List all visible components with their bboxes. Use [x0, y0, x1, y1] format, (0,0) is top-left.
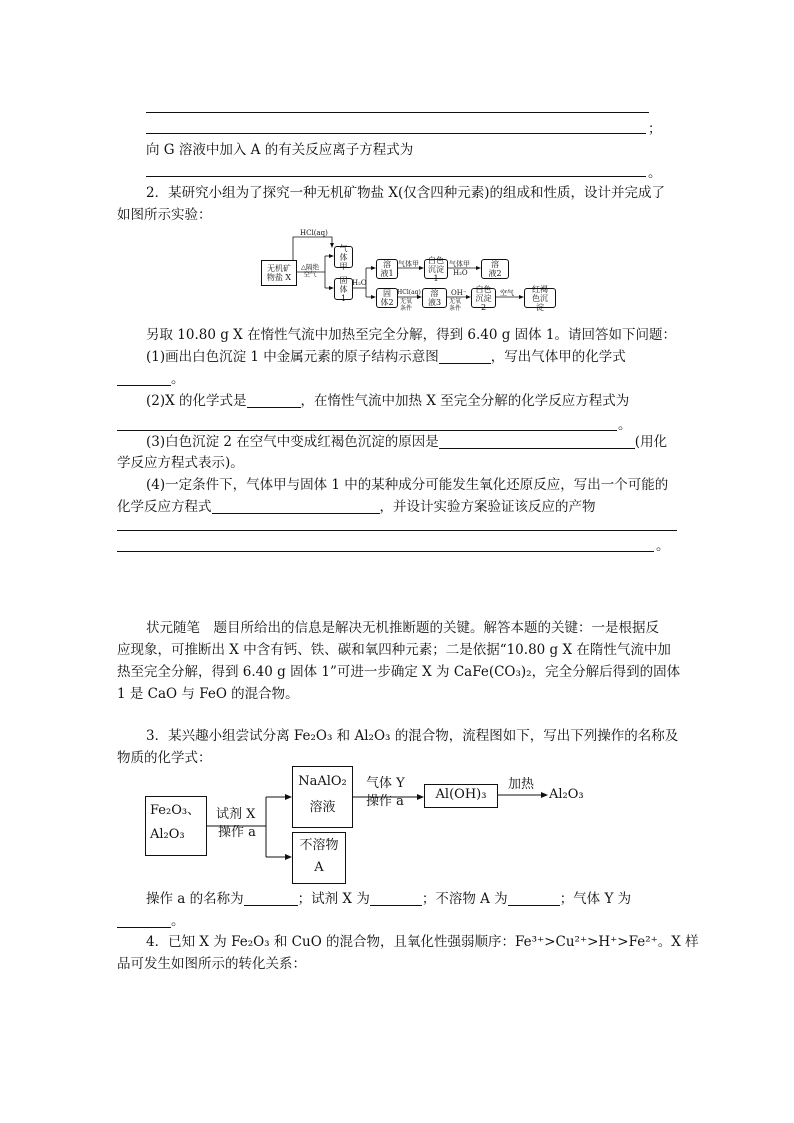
label-no-oxygen-1: 无氧条件: [399, 298, 412, 312]
label-hydroxide: OH⁻: [451, 289, 467, 297]
label-h2o: H₂O: [352, 279, 367, 287]
box-white-ppt-1: 白色沉淀1: [424, 259, 448, 279]
box-solution-3: 溶液3: [422, 288, 447, 308]
label-gas-y: 气体 Y: [366, 776, 405, 791]
punctuation: ；: [648, 121, 662, 137]
punctuation: 。: [656, 538, 670, 554]
answer-blank[interactable]: [508, 891, 560, 906]
label-hcl-aq: HCl(aq): [397, 289, 421, 296]
question-2-part-4-cont: 化学反应方程式 ，并设计实验方案验证该反应的产物: [117, 499, 596, 515]
label-alumina: Al₂O₃: [549, 787, 584, 802]
question-2-intro: 2．某研究小组为了探究一种无机矿物盐 X(仅含四种元素)的组成和性质，设计并完成了: [146, 185, 666, 201]
question-2-part-4: (4)一定条件下，气体甲与固体 1 中的某种成分可能发生氧化还原反应，写出一个可能的: [146, 477, 669, 493]
question-2-part-1-cont: 。: [117, 370, 185, 388]
study-note-2: 应现象，可推断出 X 中含有钙、铁、碳和氧四种元素；二是依据“10.80 g X 在隋性气流中加: [117, 642, 671, 658]
study-note-1: 状元随笔 题目所给出的信息是解决无机推断题的关键。解答本题的关键：一是根据反: [146, 620, 659, 636]
box-aluminium-hydroxide: Al(OH)₃: [424, 784, 498, 808]
question-3-intro: 3．某兴趣小组尝试分离 Fe₂O₃ 和 Al₂O₃ 的混合物，流程图如下，写出下列操作的名称及: [146, 728, 679, 744]
label-reagent-x: 试剂 X: [216, 807, 256, 822]
box-naalo2-solution: NaAlO₂ 溶液: [292, 766, 353, 828]
label-gas-jia-3: 气体甲: [449, 260, 470, 268]
label-hcl-top: HCl(aq): [300, 229, 328, 237]
question-text: 向 G 溶液中加入 A 的有关反应离子方程式为: [146, 142, 414, 158]
question-3-intro-cont: 物质的化学式：: [117, 750, 212, 766]
label-h2o-2: H₂O: [453, 269, 468, 277]
box-mixture: Fe₂O₃、 Al₂O₃: [145, 796, 207, 856]
question-2-part-3: (3)白色沉淀 2 在空气中变成红褐色沉淀的原因是 (用化: [146, 434, 668, 450]
box-solid-2: 固体2: [376, 288, 398, 308]
box-mineral-x: 无机矿物盐 X: [261, 260, 297, 286]
answer-blank[interactable]: [244, 891, 298, 906]
answer-blank[interactable]: [117, 913, 171, 928]
box-solution-1: 溶液1: [376, 259, 398, 279]
study-note-3: 热至完全分解，得到 6.40 g 固体 1”可进一步确定 X 为 CaFe(CO₃)₂，完全分解后得到的固体: [117, 664, 681, 680]
question-2-intro-cont: 如图所示实验：: [117, 207, 212, 223]
question-2-part-2: (2)X 的化学式是 ，在惰性气流中加热 X 至完全分解的化学反应方程式为: [146, 393, 630, 409]
box-red-brown-ppt: 红褐色沉淀: [524, 288, 556, 308]
question-2-part-3-cont: 学反应方程式表示)。: [117, 455, 244, 471]
label-operation-a: 操作 a: [218, 825, 256, 840]
question-3-answers: 操作 a 的名称为 ；试剂 X 为 ；不溶物 A 为 ；气体 Y 为: [146, 891, 632, 907]
punctuation: 。: [618, 417, 632, 433]
label-heat: 加热: [508, 777, 535, 792]
answer-blank[interactable]: [370, 891, 422, 906]
question-4-intro-cont: 品可发生如图所示的转化关系：: [117, 956, 306, 972]
box-white-ppt-2: 白色沉淀2: [471, 288, 496, 308]
box-solution-2: 溶液2: [481, 259, 509, 279]
label-gas-jia-2: 气体甲: [398, 260, 419, 268]
study-note-4: 1 是 CaO 与 FeO 的混合物。: [117, 686, 299, 702]
question-2-para: 另取 10.80 g X 在惰性气流中加热至完全分解，得到 6.40 g 固体 1。请回答如下问题：: [146, 327, 677, 343]
question-3-answers-cont: 。: [117, 912, 185, 930]
punctuation: 。: [648, 165, 662, 181]
label-air: 空气: [500, 289, 514, 297]
label-heat-no-air: △隔绝空气: [301, 263, 319, 278]
question-2-part-1: (1)画出白色沉淀 1 中金属元素的原子结构示意图 ，写出气体甲的化学式: [146, 349, 626, 365]
label-operation-a-2: 操作 a: [366, 794, 404, 809]
question-4-intro: 4．已知 X 为 Fe₂O₃ 和 CuO 的混合物，且氧化性强弱顺序：Fe³⁺>Cu²⁺>H⁺>Fe²⁺。X 样: [146, 934, 699, 950]
label-no-oxygen-2: 无氧条件: [448, 298, 461, 312]
box-solid-1: 固体1: [334, 278, 353, 300]
box-insoluble-a: 不溶物 A: [292, 832, 346, 884]
box-gas-jia: 气体甲: [334, 246, 353, 268]
